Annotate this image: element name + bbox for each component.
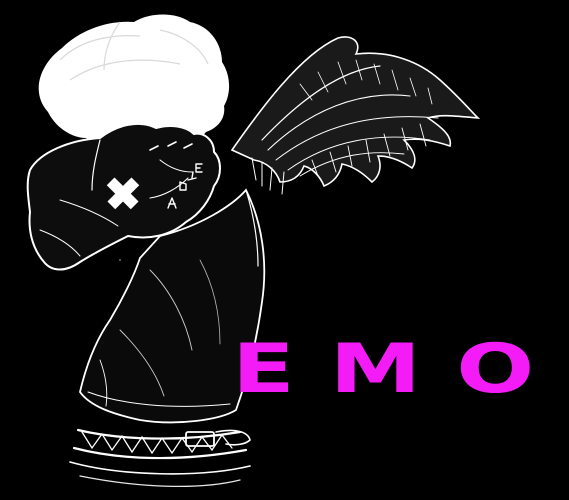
emo-title-text: EMO [232,330,569,409]
studded-belt [70,430,250,486]
angel-wing [232,37,478,194]
